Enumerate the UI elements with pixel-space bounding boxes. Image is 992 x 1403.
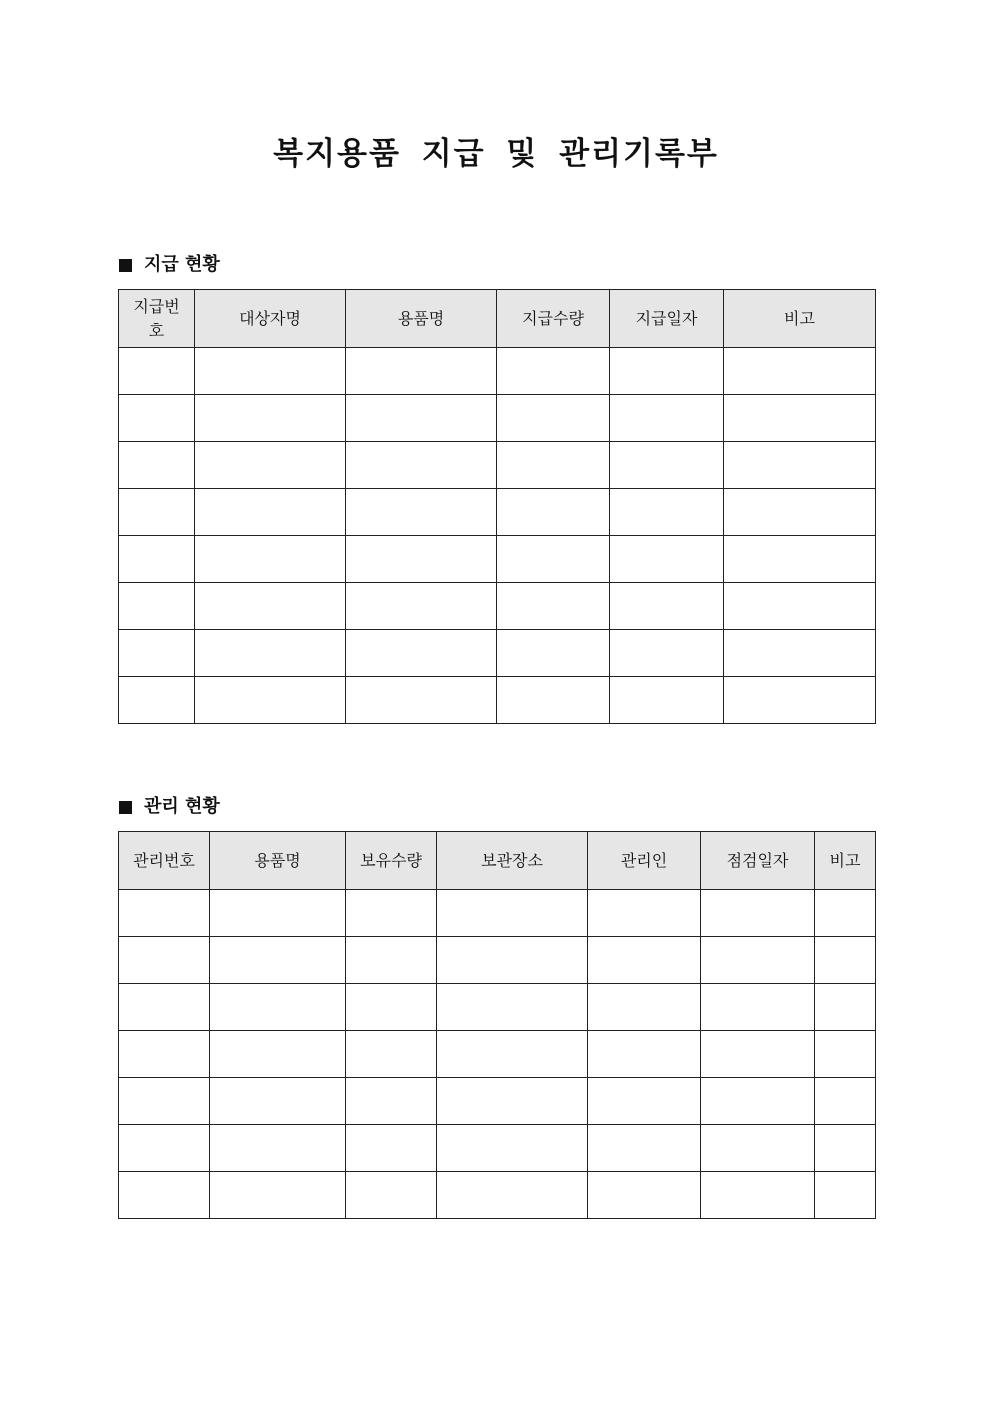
table-cell[interactable] xyxy=(588,937,701,984)
table-cell[interactable] xyxy=(610,489,724,536)
table-row xyxy=(119,890,876,937)
table-cell[interactable] xyxy=(210,937,346,984)
table-cell[interactable] xyxy=(724,442,876,489)
section-heading-issue xyxy=(119,252,220,278)
table-cell[interactable] xyxy=(195,348,346,395)
table-row xyxy=(119,937,876,984)
table-cell[interactable] xyxy=(497,630,610,677)
document-title: 복지용품 지급 및 관리기록부 xyxy=(273,136,719,172)
table-row xyxy=(119,630,876,677)
table-cell[interactable] xyxy=(210,984,346,1031)
table-cell[interactable] xyxy=(437,984,588,1031)
table-cell[interactable] xyxy=(119,395,195,442)
table-cell[interactable] xyxy=(119,984,210,1031)
table-cell[interactable] xyxy=(815,1172,876,1219)
table-cell[interactable] xyxy=(119,1172,210,1219)
table-cell[interactable] xyxy=(119,536,195,583)
table-cell[interactable] xyxy=(346,677,497,724)
table-cell[interactable] xyxy=(195,442,346,489)
table-cell[interactable] xyxy=(346,583,497,630)
table-cell[interactable] xyxy=(210,1078,346,1125)
table-cell[interactable] xyxy=(210,1172,346,1219)
table-cell[interactable] xyxy=(210,1125,346,1172)
table-cell[interactable] xyxy=(497,395,610,442)
table-cell[interactable] xyxy=(701,984,815,1031)
section-heading-issue-label: 지급 현황 xyxy=(144,254,220,275)
table-cell[interactable] xyxy=(437,1031,588,1078)
table-cell[interactable] xyxy=(701,1078,815,1125)
table-cell[interactable] xyxy=(610,348,724,395)
table-cell[interactable] xyxy=(815,1078,876,1125)
table-cell[interactable] xyxy=(497,536,610,583)
table-cell[interactable] xyxy=(346,984,437,1031)
table-cell[interactable] xyxy=(437,890,588,937)
table-cell[interactable] xyxy=(724,348,876,395)
column-header-stock-quantity: 보유수량 xyxy=(346,832,437,890)
table-header-row xyxy=(119,832,876,890)
table-cell[interactable] xyxy=(588,1125,701,1172)
table-cell[interactable] xyxy=(195,677,346,724)
table-cell[interactable] xyxy=(195,630,346,677)
table-cell[interactable] xyxy=(724,630,876,677)
table-cell[interactable] xyxy=(724,677,876,724)
table-cell[interactable] xyxy=(346,630,497,677)
table-cell[interactable] xyxy=(346,890,437,937)
table-cell[interactable] xyxy=(195,536,346,583)
table-cell[interactable] xyxy=(346,1125,437,1172)
table-cell[interactable] xyxy=(195,489,346,536)
table-row xyxy=(119,677,876,724)
table-cell[interactable] xyxy=(724,536,876,583)
column-header-item-name: 용품명 xyxy=(210,832,346,890)
table-cell[interactable] xyxy=(497,489,610,536)
table-cell[interactable] xyxy=(346,348,497,395)
column-header-manager: 관리인 xyxy=(588,832,701,890)
column-header-issue-number: 지급번호 xyxy=(119,290,195,348)
table-cell[interactable] xyxy=(815,984,876,1031)
table-cell[interactable] xyxy=(210,1031,346,1078)
section-heading-management-label: 관리 현황 xyxy=(144,796,220,817)
management-table-body xyxy=(119,890,876,1219)
column-header-issue-date: 지급일자 xyxy=(610,290,724,348)
table-cell[interactable] xyxy=(610,395,724,442)
table-cell[interactable] xyxy=(588,984,701,1031)
table-cell[interactable] xyxy=(119,937,210,984)
table-cell[interactable] xyxy=(437,937,588,984)
table-cell[interactable] xyxy=(701,1172,815,1219)
table-cell[interactable] xyxy=(119,1125,210,1172)
table-row xyxy=(119,583,876,630)
table-cell[interactable] xyxy=(701,937,815,984)
column-header-issue-quantity: 지급수량 xyxy=(497,290,610,348)
table-cell[interactable] xyxy=(724,395,876,442)
table-cell[interactable] xyxy=(815,937,876,984)
table-cell[interactable] xyxy=(724,489,876,536)
table-cell[interactable] xyxy=(346,536,497,583)
table-cell[interactable] xyxy=(437,1078,588,1125)
table-cell[interactable] xyxy=(437,1125,588,1172)
section-heading-management xyxy=(119,794,220,820)
table-cell[interactable] xyxy=(701,890,815,937)
table-cell[interactable] xyxy=(701,1031,815,1078)
table-row xyxy=(119,1125,876,1172)
table-cell[interactable] xyxy=(610,583,724,630)
column-header-inspection-date: 점검일자 xyxy=(701,832,815,890)
management-status-table xyxy=(118,831,876,1219)
table-cell[interactable] xyxy=(119,677,195,724)
table-cell[interactable] xyxy=(119,1078,210,1125)
column-header-management-number: 관리번호 xyxy=(119,832,210,890)
table-cell[interactable] xyxy=(119,348,195,395)
table-row xyxy=(119,442,876,489)
table-cell[interactable] xyxy=(119,630,195,677)
table-cell[interactable] xyxy=(497,677,610,724)
table-cell[interactable] xyxy=(210,890,346,937)
table-cell[interactable] xyxy=(119,489,195,536)
table-row xyxy=(119,1172,876,1219)
table-cell[interactable] xyxy=(119,583,195,630)
table-cell[interactable] xyxy=(610,536,724,583)
table-cell[interactable] xyxy=(588,1078,701,1125)
column-header-storage-location: 보관장소 xyxy=(437,832,588,890)
table-row xyxy=(119,489,876,536)
table-row xyxy=(119,1031,876,1078)
table-cell[interactable] xyxy=(346,1031,437,1078)
issue-table-body xyxy=(119,348,876,724)
table-row xyxy=(119,984,876,1031)
table-cell[interactable] xyxy=(588,1172,701,1219)
issue-status-table xyxy=(118,289,876,724)
table-cell[interactable] xyxy=(346,937,437,984)
table-cell[interactable] xyxy=(588,1031,701,1078)
table-row xyxy=(119,536,876,583)
square-bullet-icon xyxy=(119,801,132,814)
table-cell[interactable] xyxy=(497,348,610,395)
table-row xyxy=(119,395,876,442)
table-cell[interactable] xyxy=(346,395,497,442)
table-cell[interactable] xyxy=(701,1125,815,1172)
column-header-remarks: 비고 xyxy=(815,832,876,890)
table-cell[interactable] xyxy=(815,890,876,937)
table-row xyxy=(119,1078,876,1125)
table-cell[interactable] xyxy=(195,583,346,630)
table-cell[interactable] xyxy=(497,583,610,630)
table-cell[interactable] xyxy=(346,1078,437,1125)
square-bullet-icon xyxy=(119,259,132,272)
table-cell[interactable] xyxy=(610,442,724,489)
table-cell[interactable] xyxy=(815,1031,876,1078)
table-cell[interactable] xyxy=(437,1172,588,1219)
table-cell[interactable] xyxy=(497,442,610,489)
table-cell[interactable] xyxy=(346,442,497,489)
table-cell[interactable] xyxy=(119,442,195,489)
table-header-row xyxy=(119,290,876,348)
table-cell[interactable] xyxy=(346,1172,437,1219)
table-cell[interactable] xyxy=(815,1125,876,1172)
table-cell[interactable] xyxy=(724,583,876,630)
table-cell[interactable] xyxy=(346,489,497,536)
table-cell[interactable] xyxy=(195,395,346,442)
table-cell[interactable] xyxy=(610,630,724,677)
column-header-recipient-name: 대상자명 xyxy=(195,290,346,348)
column-header-remarks: 비고 xyxy=(724,290,876,348)
table-row xyxy=(119,348,876,395)
table-cell[interactable] xyxy=(119,890,210,937)
table-cell[interactable] xyxy=(119,1031,210,1078)
table-cell[interactable] xyxy=(588,890,701,937)
table-cell[interactable] xyxy=(610,677,724,724)
column-header-item-name: 용품명 xyxy=(346,290,497,348)
